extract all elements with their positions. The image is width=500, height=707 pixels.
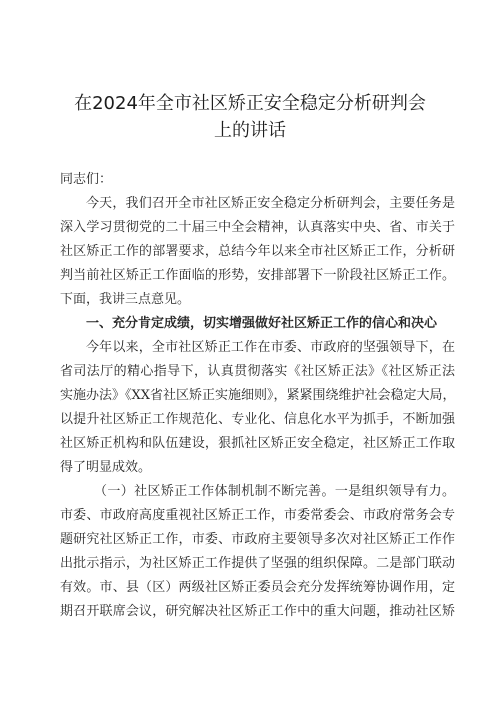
paragraph-line: 下面，我讲三点意见。 [60, 292, 191, 307]
paragraph-line: 有效。市、县（区）两级社区矫正委员会充分发挥统筹协调作用，定 [60, 580, 455, 595]
paragraph-line: 实施办法》《XX省社区矫正实施细则》，紧紧围绕维护社会稳定大局， [60, 388, 456, 403]
paragraph-line: 今天，我们召开全市社区矫正安全稳定分析研判会，主要任务是 [86, 196, 455, 211]
paragraph-line: 题研究社区矫正工作，市委、市政府主要领导多次对社区矫正工作作 [60, 532, 455, 547]
paragraph-line: 深入学习贯彻党的二十届三中全会精神，认真落实中央、省、市关于 [60, 220, 455, 235]
document-body [60, 168, 455, 624]
paragraph-line: 以提升社区矫正工作规范化、专业化、信息化水平为抓手，不断加强 [60, 412, 455, 427]
document-title [40, 90, 460, 144]
paragraph-line: 判当前社区矫正工作面临的形势，安排部署下一阶段社区矫正工作。 [60, 268, 455, 283]
paragraph-line: 省司法厅的精心指导下，认真贯彻落实《社区矫正法》《社区矫正法 [60, 364, 455, 379]
greeting: 同志们： [60, 172, 113, 187]
paragraph-line: 期召开联席会议，研究解决社区矫正工作中的重大问题，推动社区矫 [60, 604, 455, 619]
paragraph-line: 今年以来，全市社区矫正工作在市委、市政府的坚强领导下，在 [86, 340, 455, 355]
paragraph-line: 得了明显成效。 [60, 460, 152, 475]
paragraph-line: 出批示指示，为社区矫正工作提供了坚强的组织保障。二是部门联动 [60, 556, 455, 571]
subsection-line: （一）社区矫正工作体制机制不断完善。一是组织领导有力。 [94, 484, 455, 499]
paragraph-line: 社区矫正工作的部署要求，总结今年以来全市社区矫正工作，分析研 [60, 244, 455, 259]
title-line-2: 上的讲话 [214, 120, 286, 141]
section-heading: 一、充分肯定成绩，切实增强做好社区矫正工作的信心和决心 [86, 316, 438, 331]
paragraph-line: 社区矫正机构和队伍建设，狠抓社区矫正安全稳定，社区矫正工作取 [60, 436, 455, 451]
paragraph-line: 市委、市政府高度重视社区矫正工作，市委常委会、市政府常务会专 [60, 508, 455, 523]
title-line-1: 在2024年全市社区矫正安全稳定分析研判会 [74, 93, 426, 114]
